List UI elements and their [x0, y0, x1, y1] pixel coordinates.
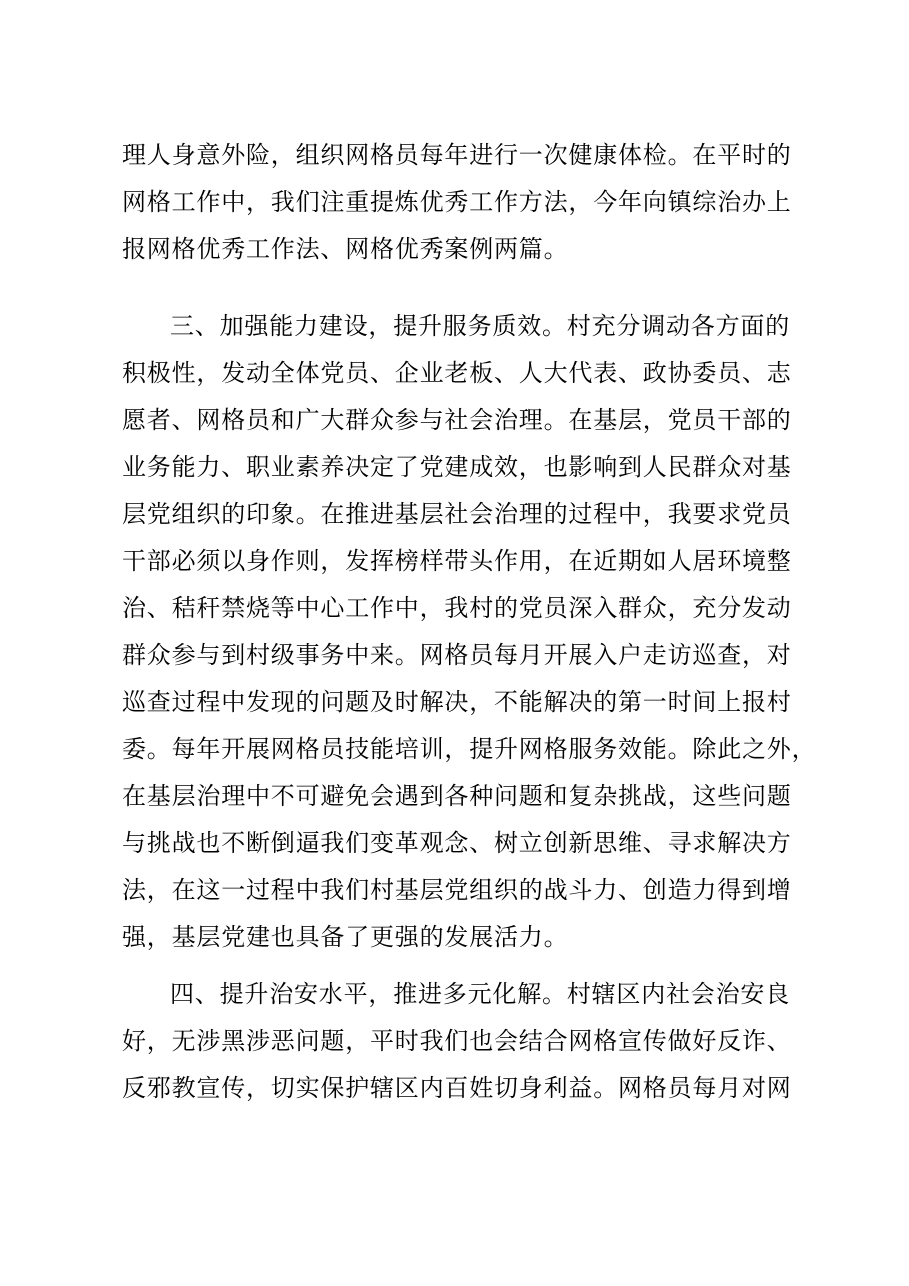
text-line: 与挑战也不断倒逼我们变革观念、树立创新思维、寻求解决方	[122, 829, 792, 857]
text-line: 积极性，发动全体党员、企业老板、人大代表、政协委员、志	[122, 359, 792, 387]
text-line: 在基层治理中不可避免会遇到各种问题和复杂挑战，这些问题	[122, 782, 792, 810]
text-line: 群众参与到村级事务中来。网格员每月开展入户走访巡查，对	[122, 641, 792, 669]
text-line: 强，基层党建也具备了更强的发展活力。	[122, 923, 569, 951]
text-line: 网格工作中，我们注重提炼优秀工作方法，今年向镇综治办上	[122, 188, 792, 216]
text-line: 干部必须以身作则，发挥榜样带头作用，在近期如人居环境整	[122, 547, 792, 575]
text-line: 委。每年开展网格员技能培训，提升网格服务效能。除此之外，	[122, 735, 817, 763]
text-line: 治、秸秆禁烧等中心工作中，我村的党员深入群众，充分发动	[122, 594, 792, 622]
text-line: 好，无涉黑涉恶问题，平时我们也会结合网格宣传做好反诈、	[122, 1027, 792, 1055]
text-line: 业务能力、职业素养决定了党建成效，也影响到人民群众对基	[122, 453, 792, 481]
paragraph-heading-4: 四、提升治安水平，推进多元化解。村辖区内社会治安良	[170, 980, 790, 1008]
text-line: 巡查过程中发现的问题及时解决，不能解决的第一时间上报村	[122, 688, 792, 716]
text-line: 层党组织的印象。在推进基层社会治理的过程中，我要求党员	[122, 500, 792, 528]
paragraph-heading-3: 三、加强能力建设，提升服务质效。村充分调动各方面的	[170, 312, 790, 340]
text-line: 反邪教宣传，切实保护辖区内百姓切身利益。网格员每月对网	[122, 1074, 792, 1102]
text-line: 报网格优秀工作法、网格优秀案例两篇。	[122, 235, 569, 263]
text-line: 愿者、网格员和广大群众参与社会治理。在基层，党员干部的	[122, 406, 792, 434]
text-line: 法，在这一过程中我们村基层党组织的战斗力、创造力得到增	[122, 876, 792, 904]
text-line: 理人身意外险，组织网格员每年进行一次健康体检。在平时的	[122, 141, 792, 169]
